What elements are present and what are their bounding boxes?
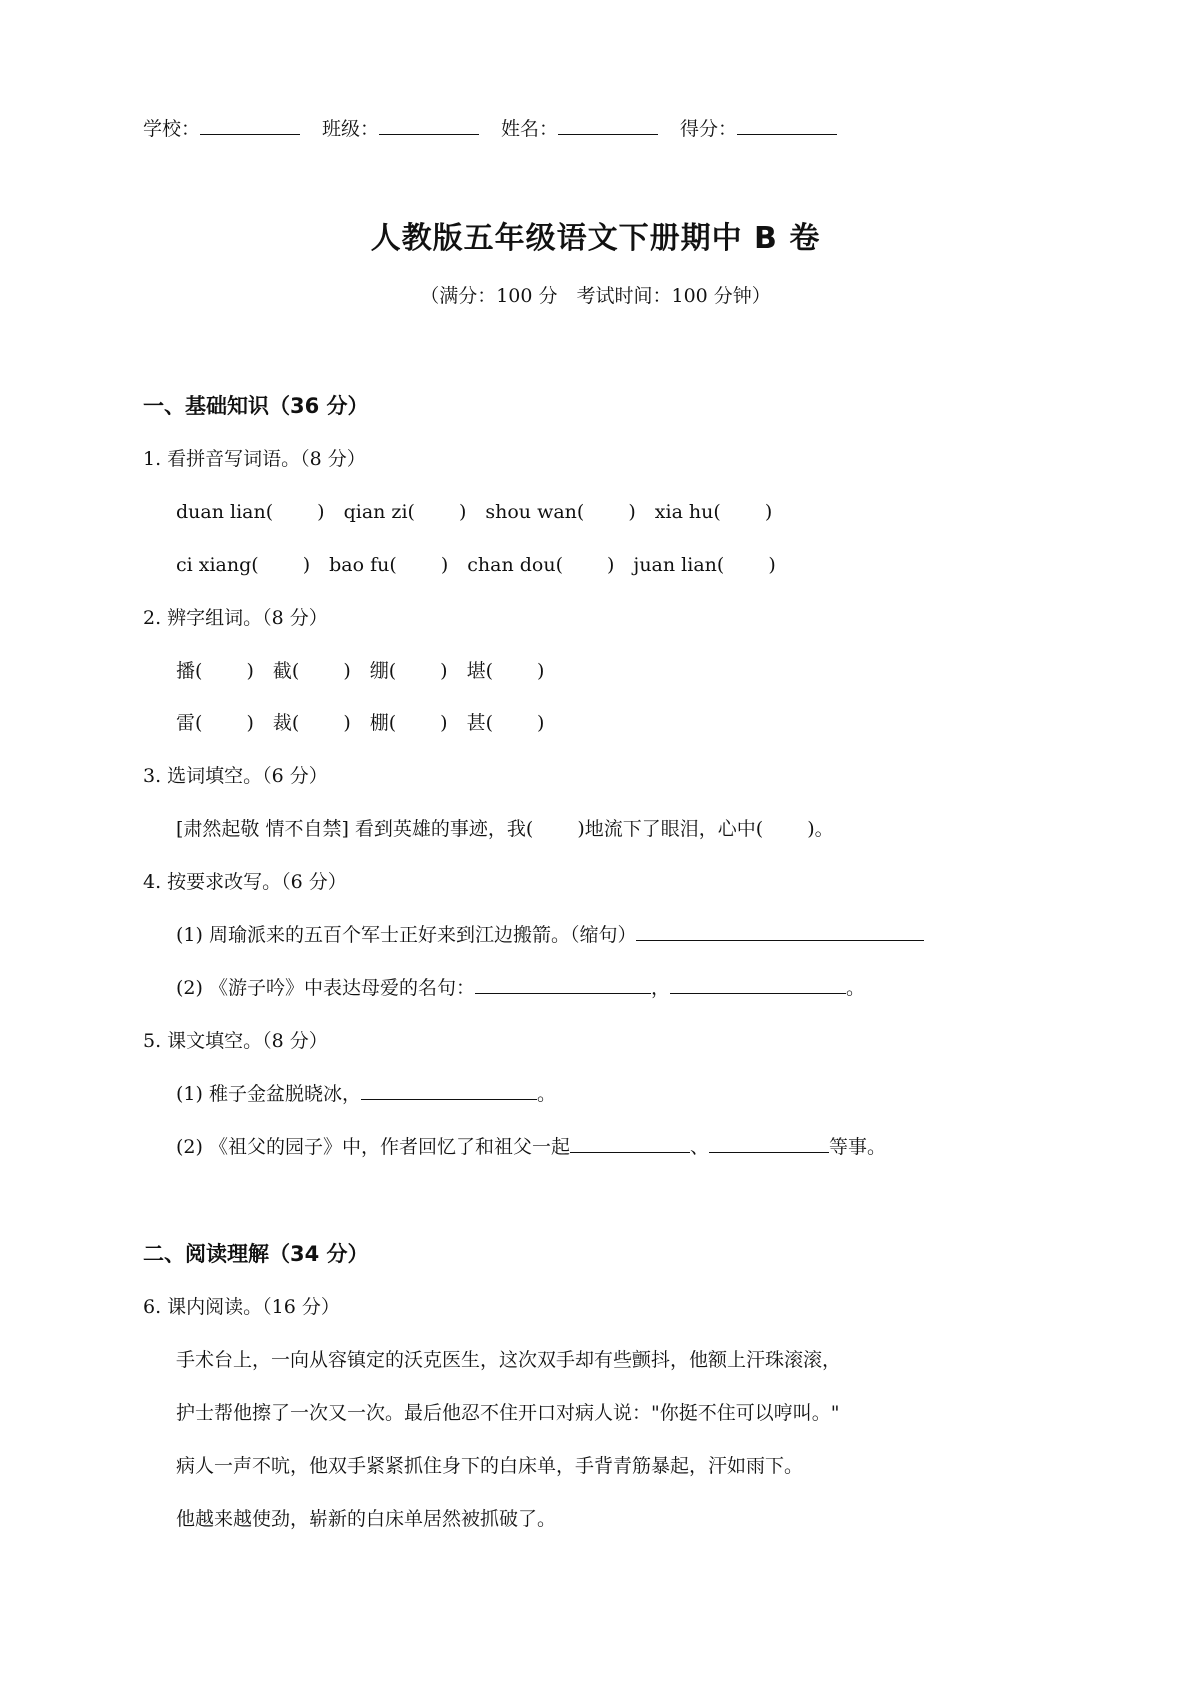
question-5-part-1-text: (1) 稚子金盆脱晓冰， [176,1083,361,1105]
school-label: 学校： [143,118,201,140]
answer-blank[interactable] [636,924,924,941]
name-label: 姓名： [501,118,559,140]
page-title: 人教版五年级语文下册期中 B 卷 [370,221,821,256]
answer-blank[interactable] [361,1083,537,1100]
question-5-title: 5. 课文填空。（8 分） [143,1030,328,1052]
section-heading-reading: 二、阅读理解（34 分） [143,1242,369,1266]
question-4-part-1[interactable] [176,920,924,947]
question-2-line-1[interactable]: 播( ) 截( ) 绷( ) 堪( ) [176,660,545,682]
question-4-part-1-text: (1) 周瑜派来的五百个军士正好来到江边搬箭。（缩句） [176,924,637,946]
period: 。 [536,1083,556,1105]
passage-line-2: 护士帮他擦了一次又一次。最后他忍不住开口对病人说："你挺不住可以哼叫。" [176,1402,840,1424]
question-1-line-1[interactable]: duan lian( ) qian zi( ) shou wan( ) xia hu( ) [176,501,773,523]
score-label: 得分： [680,118,738,140]
separator: 、 [689,1136,709,1158]
answer-blank[interactable] [709,1136,829,1153]
period: 。 [845,977,865,999]
question-2-title: 2. 辨字组词。（8 分） [143,607,328,629]
question-3-title: 3. 选词填空。（6 分） [143,765,328,787]
answer-blank[interactable] [670,977,846,994]
question-1-line-2[interactable]: ci xiang( ) bao fu( ) chan dou( ) juan lian( ) [176,554,776,576]
score-blank[interactable] [737,120,837,135]
class-field[interactable] [322,114,479,141]
question-1-title: 1. 看拼音写词语。（8 分） [143,448,366,470]
question-4-part-2[interactable] [176,973,865,1000]
class-label: 班级： [322,118,380,140]
section-heading-basics: 一、基础知识（36 分） [143,394,369,418]
question-2-line-2[interactable]: 雷( ) 裁( ) 棚( ) 甚( ) [176,712,545,734]
passage-line-3: 病人一声不吭，他双手紧紧抓住身下的白床单，手背青筋暴起，汗如雨下。 [176,1455,804,1477]
answer-blank[interactable] [475,977,651,994]
score-field[interactable] [680,114,837,141]
answer-blank[interactable] [570,1136,690,1153]
name-blank[interactable] [558,120,658,135]
question-5-part-2[interactable] [176,1132,886,1159]
question-5-part-1[interactable] [176,1079,556,1106]
page-subtitle: （满分：100 分 考试时间：100 分钟） [420,285,771,307]
passage-line-1: 手术台上，一向从容镇定的沃克医生，这次双手却有些颤抖，他额上汗珠滚滚， [176,1349,842,1371]
school-blank[interactable] [200,120,300,135]
name-field[interactable] [501,114,658,141]
suffix: 等事。 [828,1136,886,1158]
passage-line-4: 他越来越使劲，崭新的白床单居然被抓破了。 [176,1508,557,1530]
question-6-title: 6. 课内阅读。（16 分） [143,1296,340,1318]
school-field[interactable] [143,114,300,141]
class-blank[interactable] [379,120,479,135]
question-5-part-2-text: (2) 《祖父的园子》中，作者回忆了和祖父一起 [176,1136,570,1158]
question-4-part-2-text: (2) 《游子吟》中表达母爱的名句： [176,977,475,999]
comma: ， [650,977,670,999]
student-info-bar [143,114,837,141]
question-4-title: 4. 按要求改写。（6 分） [143,871,347,893]
question-3-line-1[interactable]: [肃然起敬 情不自禁] 看到英雄的事迹，我( )地流下了眼泪，心中( )。 [176,818,834,840]
